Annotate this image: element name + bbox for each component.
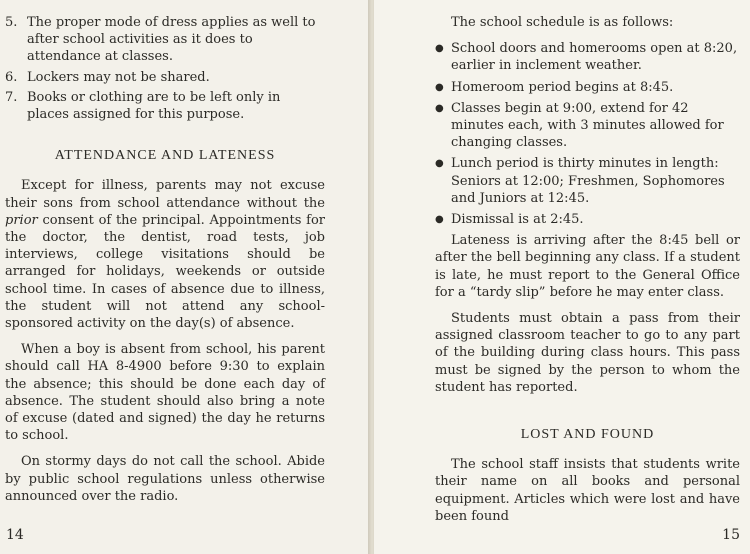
paragraph-pass: Students must obtain a pass from their assigned classroom teacher to go to any part of the building during class hours. This pass must be signed by the person to whom the student has reported.: [435, 311, 740, 395]
bullet-icon: ●: [435, 102, 444, 114]
list-text: The proper mode of dress applies as well to after school activities as it does to attendance at classes.: [27, 15, 316, 65]
schedule-item: [435, 211, 740, 228]
bullet-icon: ●: [435, 43, 444, 55]
bullet-icon: ●: [435, 158, 444, 170]
section-heading-attendance: ATTENDANCE AND LATENESS: [54, 148, 276, 164]
paragraph-text: consent of the principal. Appointments for the doctor, the dentist, road tests, job interviews, college visitations should be arranged for holidays, weekends or outside school time. In cases of absence due to illness, the student will not attend any school-sponsored activity on the day(s) of absence.: [5, 212, 325, 332]
list-item: [5, 14, 325, 66]
section-heading-lost-found: LOST AND FOUND: [520, 427, 655, 443]
schedule-item: [435, 155, 740, 207]
list-number: 5.: [5, 15, 18, 30]
list-number: 7.: [5, 89, 18, 105]
schedule-text: Classes begin at 9:00, extend for 42 minutes each, with 3 minutes allowed for changing classes.: [451, 100, 724, 151]
list-number: 6.: [5, 69, 18, 85]
list-item: [5, 69, 325, 86]
list-item: [5, 89, 325, 123]
schedule-text: Homeroom period begins at 8:45.: [451, 79, 674, 95]
schedule-item: [435, 100, 740, 152]
page-number: 15: [722, 526, 740, 543]
page-number: 14: [6, 526, 24, 543]
schedule-item: [435, 79, 740, 96]
schedule-intro: The school schedule is as follows:: [451, 15, 674, 30]
schedule-item: [435, 40, 740, 74]
schedule-text: Dismissal is at 2:45.: [451, 212, 584, 228]
paragraph-text: Except for illness, parents may not excuse their sons from school attendance without the: [5, 178, 325, 211]
list-text: Lockers may not be shared.: [27, 69, 210, 85]
left-page: [0, 0, 370, 554]
schedule-text: School doors and homerooms open at 8:20, earlier in inclement weather.: [451, 41, 738, 74]
bullet-icon: ●: [435, 81, 444, 93]
bullet-icon: ●: [435, 214, 444, 226]
paragraph-excuse: [5, 177, 325, 332]
paragraph-absence: When a boy is absent from school, his parent should call HA 8-4900 before 9:30 to explain the absence; this should be done each day of absence. The student should also bring a note of excuse (dated and signed) the day he returns to school.: [5, 342, 325, 444]
right-page: [374, 0, 750, 554]
list-text: Books or clothing are to be left only in places assigned for this purpose.: [27, 89, 281, 123]
emphasis-text: prior: [5, 212, 38, 228]
schedule-text: Lunch period is thirty minutes in length: Seniors at 12:00; Freshmen, Sophomores and Juniors at 12:45.: [451, 156, 725, 206]
paragraph-lost-found: The school staff insists that students write their name on all books and personal equipment. Articles which were lost and have been found: [435, 457, 740, 524]
paragraph-lateness: Lateness is arriving after the 8:45 bell or after the bell beginning any class. If a student is late, he must report to the General Office for a “tardy slip” before he may enter class.: [435, 233, 740, 300]
paragraph-stormy-days: On stormy days do not call the school. Abide by public school regulations unless otherwise announced over the radio.: [5, 454, 325, 504]
